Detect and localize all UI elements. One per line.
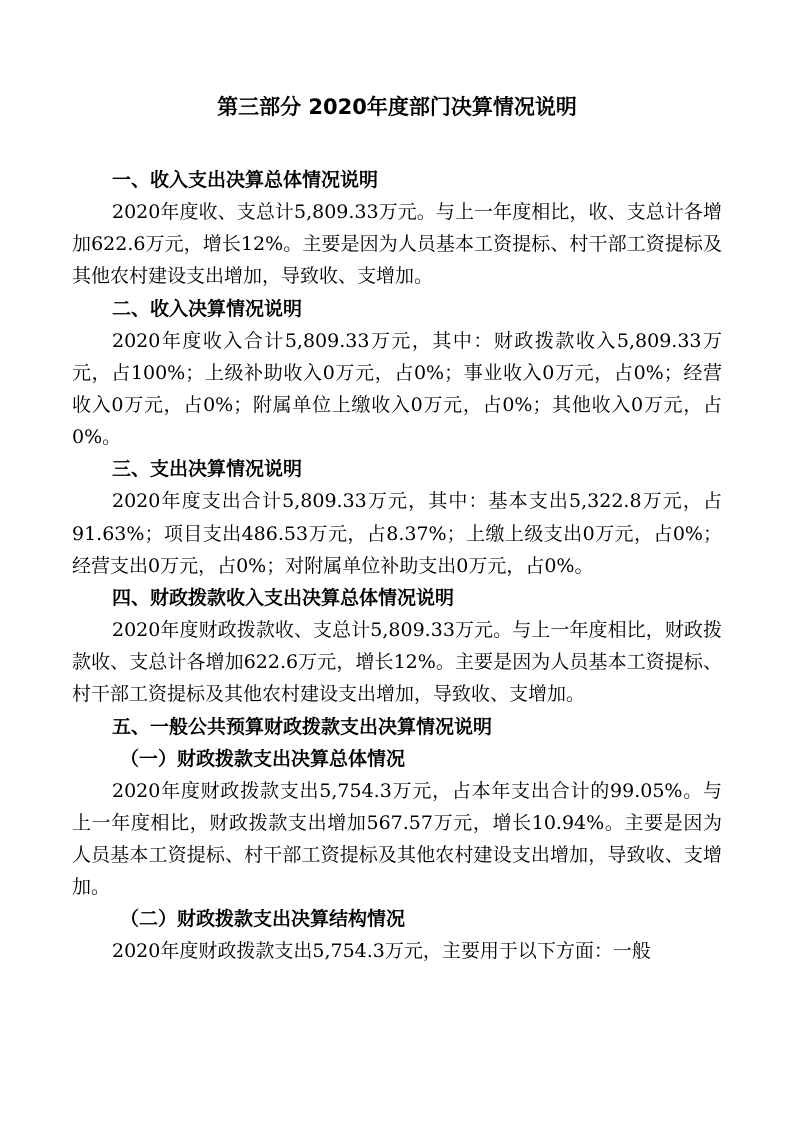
- section-heading-income-expenditure-overview: 一、收入支出决算总体情况说明: [112, 169, 379, 191]
- subsection-paragraph-structure: 2020年度财政拨款支出5,754.3万元，主要用于以下方面：一般: [112, 940, 651, 963]
- section-paragraph-fiscal-allocation: 2020年度财政拨款收、支总计5,809.33万元。与上一年度相比，财政拨款收、支总计各增加622.6万元，增长12%。主要是因为人员基本工资提标、村干部工资提标及其他农村建设支出增加，导致收、支增加。: [72, 619, 722, 706]
- document-page: [72, 92, 722, 968]
- section-heading-general-budget: 五、一般公共预算财政拨款支出决算情况说明: [112, 715, 493, 738]
- section-paragraph-income: 2020年度收入合计5,809.33万元，其中：财政拨款收入5,809.33万元，占100%；上级补助收入0万元，占0%；事业收入0万元，占0%；经营收入0万元，占0%；附属单位上缴收入0万元，占0%；其他收入0万元，占0%。: [72, 329, 722, 449]
- section-heading-expenditure: 三、支出决算情况说明: [112, 458, 303, 481]
- subsection-heading-overall: （一）财政拨款支出决算总体情况: [120, 747, 406, 770]
- section-paragraph-income-expenditure-overview: 2020年度收、支总计5,809.33万元。与上一年度相比，收、支总计各增加622.6万元，增长12%。主要是因为人员基本工资提标、村干部工资提标及其他农村建设支出增加，导致收、支增加。: [72, 201, 722, 288]
- subsection-paragraph-overall: 2020年度财政拨款支出5,754.3万元，占本年支出合计的99.05%。与上一年度相比，财政拨款支出增加567.57万元，增长10.94%。主要是因为人员基本工资提标、村干部工资提标及其他农村建设支出增加，导致收、支增加。: [72, 779, 722, 899]
- subsection-heading-structure: （二）财政拨款支出决算结构情况: [120, 908, 406, 931]
- section-heading-income: 二、收入决算情况说明: [112, 297, 303, 320]
- section-heading-fiscal-allocation: 四、财政拨款收入支出决算总体情况说明: [112, 587, 455, 610]
- section-paragraph-expenditure: 2020年度支出合计5,809.33万元，其中：基本支出5,322.8万元，占91.63%；项目支出486.53万元，占8.37%；上缴上级支出0万元，占0%；经营支出0万元，占0%；对附属单位补助支出0万元，占0%。: [72, 490, 722, 577]
- page-title: 第三部分 2020年度部门决算情况说明: [217, 95, 577, 119]
